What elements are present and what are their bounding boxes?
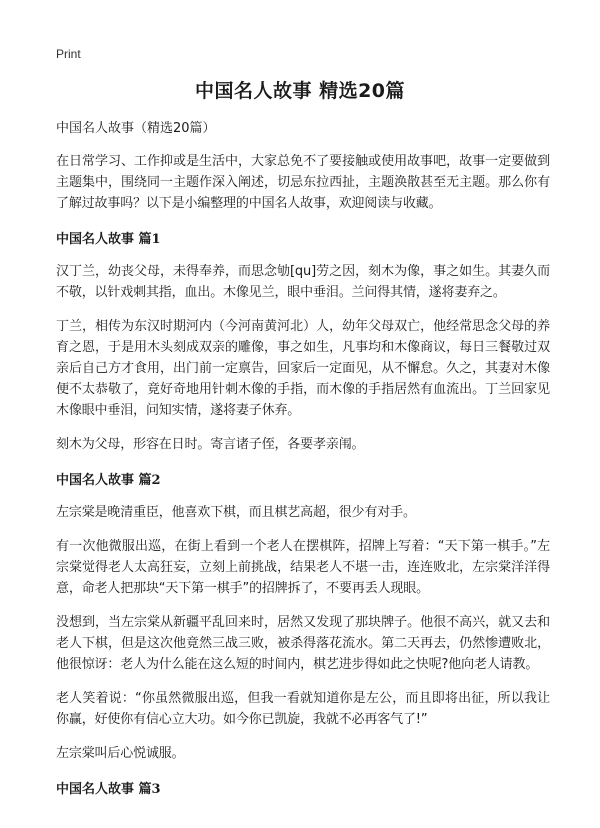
story-section-3 — [56, 781, 550, 799]
print-link[interactable]: Print — [56, 47, 81, 61]
intro-paragraph: 在日常学习、工作抑或是生活中，大家总免不了要接触或使用故事吧，故事一定要做到主题集中，围绕同一主题作深入阐述，切忌东拉西扯，主题涣散甚至无主题。那么你有了解过故事吗？以下是小编整理的中国名人故事，欢迎阅读与收藏。 — [56, 154, 550, 211]
page-title: 中国名人故事 精选20篇 — [194, 80, 406, 102]
story-paragraph: 左宗棠叫后心悦诚服。 — [56, 746, 185, 761]
story-section-1 — [56, 231, 550, 455]
story-paragraph: 有一次他微服出巡，在街上看到一个老人在摆棋阵，招牌上写着：“天下第一棋手。”左宗棠觉得老人太高狂妄，立刻上前挑战，结果老人不堪一击，连连败北，左宗棠洋洋得意，命老人把那块“天下第一棋手”的招牌拆了，不要再丢人现眼。 — [56, 539, 550, 596]
article-body — [56, 120, 550, 811]
section-heading: 中国名人故事 篇3 — [56, 782, 161, 797]
section-heading: 中国名人故事 篇1 — [56, 232, 161, 247]
article-subtitle: 中国名人故事（精选20篇） — [56, 121, 216, 136]
story-paragraph: 左宗棠是晚清重臣，他喜欢下棋，而且棋艺高超，很少有对手。 — [56, 505, 416, 520]
section-heading: 中国名人故事 篇2 — [56, 473, 161, 488]
story-section-2 — [56, 472, 550, 764]
story-paragraph: 老人笑着说：“你虽然微服出巡，但我一看就知道你是左公，而且即将出征，所以我让你赢，好使你有信心立大功。如今你已凯旋，我就不必再客气了!” — [56, 691, 550, 727]
story-paragraph: 没想到，当左宗棠从新疆平乱回来时，居然又发现了那块牌子。他很不高兴，就又去和老人下棋，但是这次他竟然三战三败，被杀得落花流水。第二天再去，仍然惨遭败北，他很惊讶：老人为什么能在这么短的时间内，棋艺进步得如此之快呢?他向老人请教。 — [56, 615, 550, 672]
story-paragraph: 刻木为父母，形容在日时。寄言诸子侄，各要孝亲闱。 — [56, 437, 365, 452]
story-paragraph: 汉丁兰，幼丧父母，未得奉养，而思念劬[qu]劳之因，刻木为像，事之如生。其妻久而不敬，以针戏刺其指，血出。木像见兰，眼中垂泪。兰问得其情，遂将妻弃之。 — [56, 264, 550, 300]
story-paragraph: 丁兰，相传为东汉时期河内（今河南黄河北）人，幼年父母双亡，他经常思念父母的养育之恩，于是用木头刻成双亲的雕像，事之如生，凡事均和木像商议，每日三餐敬过双亲后自己方才食用，出门前一定禀告，回家后一定面见，从不懈怠。久之，其妻对木像便不太恭敬了，竟好奇地用针刺木像的手指，而木像的手指居然有血流出。丁兰回家见木像眼中垂泪，问知实情，遂将妻子休弃。 — [56, 319, 550, 418]
